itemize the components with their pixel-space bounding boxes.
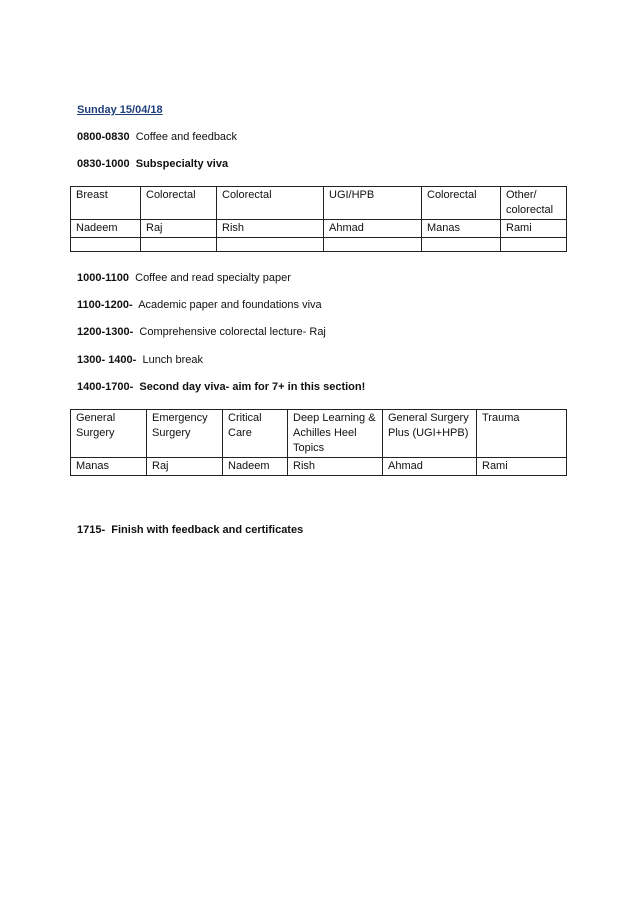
table-header-row (71, 187, 567, 220)
subspecialty-viva-table (70, 186, 567, 252)
schedule-time: 0830-1000 (77, 158, 130, 170)
schedule-time: 1200-1300- (77, 326, 134, 338)
table-header-row (71, 410, 567, 458)
schedule-item (77, 326, 326, 338)
schedule-item (77, 131, 237, 143)
schedule-text: Subspecialty viva (135, 158, 229, 170)
table-header-cell: Colorectal (217, 187, 324, 220)
schedule-text: Finish with feedback and certificates (111, 524, 304, 536)
table-cell (422, 238, 501, 252)
table-cell: Manas (71, 458, 147, 476)
table-cell: Ahmad (324, 220, 422, 238)
schedule-text: Coffee and feedback (135, 131, 238, 143)
schedule-text: Comprehensive colorectal lecture- Raj (139, 326, 326, 338)
schedule-item (77, 272, 291, 284)
table-row (71, 238, 567, 252)
schedule-item (77, 381, 365, 393)
table-cell: Raj (147, 458, 223, 476)
table-row (71, 220, 567, 238)
schedule-time: 1715- (77, 524, 106, 536)
table-header-cell: Emergency Surgery (147, 410, 223, 458)
table-header-cell: Trauma (477, 410, 567, 458)
table-header-cell: General Surgery (71, 410, 147, 458)
schedule-item (77, 524, 303, 536)
table-cell (501, 238, 567, 252)
table-cell: Nadeem (223, 458, 288, 476)
schedule-time: 0800-0830 (77, 131, 130, 143)
schedule-time: 1100-1200- (77, 299, 133, 311)
schedule-time: 1300- 1400- (77, 354, 137, 366)
schedule-item (77, 299, 322, 311)
schedule-text: Academic paper and foundations viva (138, 299, 322, 311)
table-cell: Ahmad (383, 458, 477, 476)
table-cell: Nadeem (71, 220, 141, 238)
page-heading: Sunday 15/04/18 (77, 104, 163, 116)
table-cell: Rish (217, 220, 324, 238)
table-header-cell: Deep Learning & Achilles Heel Topics (288, 410, 383, 458)
table-header-cell: Colorectal (141, 187, 217, 220)
schedule-text: Lunch break (142, 354, 203, 366)
schedule-text: Second day viva- aim for 7+ in this section! (139, 381, 366, 393)
table-cell: Raj (141, 220, 217, 238)
table-cell (324, 238, 422, 252)
table-cell (217, 238, 324, 252)
table-cell: Rish (288, 458, 383, 476)
table-header-cell: Critical Care (223, 410, 288, 458)
table-header-cell: Colorectal (422, 187, 501, 220)
table-cell (71, 238, 141, 252)
table-cell (141, 238, 217, 252)
table-header-cell: General Surgery Plus (UGI+HPB) (383, 410, 477, 458)
table-header-cell: Breast (71, 187, 141, 220)
schedule-time: 1000-1100 (77, 272, 129, 284)
second-day-viva-table (70, 409, 567, 476)
table-cell: Manas (422, 220, 501, 238)
table-header-cell: Other/ colorectal (501, 187, 567, 220)
table-cell: Rami (501, 220, 567, 238)
table-row (71, 458, 567, 476)
schedule-item (77, 354, 203, 366)
schedule-item (77, 158, 228, 170)
table-header-cell: UGI/HPB (324, 187, 422, 220)
schedule-text: Coffee and read specialty paper (135, 272, 291, 284)
schedule-time: 1400-1700- (77, 381, 134, 393)
table-cell: Rami (477, 458, 567, 476)
